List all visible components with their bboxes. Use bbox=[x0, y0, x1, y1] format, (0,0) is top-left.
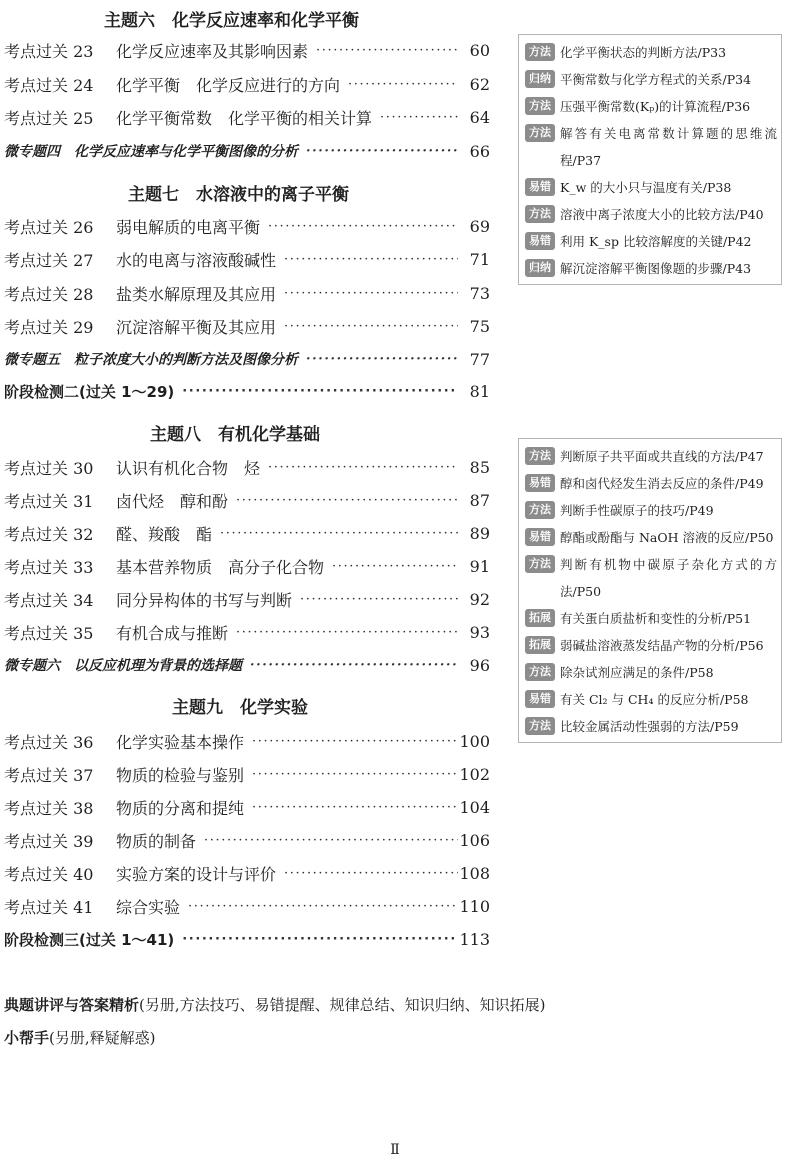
toc-entry[interactable] bbox=[4, 38, 490, 62]
tip-text: 解沉淀溶解平衡图像题的步骤/P43 bbox=[560, 261, 752, 276]
tip-item bbox=[525, 66, 777, 93]
tip-item bbox=[525, 255, 777, 282]
entry-page: 69 bbox=[469, 216, 490, 236]
tip-tag: 归纳 bbox=[525, 259, 555, 277]
toc-entry-special[interactable] bbox=[4, 347, 490, 371]
entry-title: 醛、羧酸 酯 bbox=[116, 524, 213, 544]
tip-item bbox=[525, 686, 777, 713]
entry-code: 考点过关 41 bbox=[4, 897, 94, 917]
entry-title: 化学反应速率及其影响因素 bbox=[116, 41, 309, 61]
entry-page: 89 bbox=[469, 523, 490, 543]
entry-page: 85 bbox=[469, 457, 490, 477]
entry-code: 考点过关 29 bbox=[4, 317, 94, 337]
tip-tag: 拓展 bbox=[525, 609, 555, 627]
tip-text: 溶液中离子浓度大小的比较方法/P40 bbox=[560, 207, 764, 222]
tip-item bbox=[525, 228, 777, 255]
leader-dots bbox=[182, 932, 458, 947]
tip-tag: 易错 bbox=[525, 528, 555, 546]
entry-title: 基本营养物质 高分子化合物 bbox=[116, 557, 325, 577]
tip-text: 判断有机物中碳原子杂化方式的方法/P50 bbox=[560, 557, 777, 599]
entry-code: 考点过关 35 bbox=[4, 623, 94, 643]
tip-item bbox=[525, 551, 777, 605]
entry-code: 考点过关 27 bbox=[4, 250, 94, 270]
tip-tag: 易错 bbox=[525, 232, 555, 250]
leader-dots bbox=[220, 526, 458, 541]
entry-page: 104 bbox=[459, 797, 490, 817]
entry-title: 实验方案的设计与评价 bbox=[116, 864, 277, 884]
entry-title: 阶段检测三(过关 1～41) bbox=[4, 930, 175, 949]
entry-code: 考点过关 31 bbox=[4, 491, 94, 511]
leader-dots bbox=[268, 460, 458, 475]
tip-text: 压强平衡常数(Kₚ)的计算流程/P36 bbox=[560, 99, 751, 114]
toc-entry-special[interactable] bbox=[4, 653, 490, 677]
toc-entry[interactable] bbox=[4, 72, 490, 96]
entry-page: 81 bbox=[469, 381, 490, 401]
tip-text: 有关 Cl₂ 与 CH₄ 的反应分析/P58 bbox=[560, 692, 749, 707]
tip-item bbox=[525, 93, 777, 120]
entry-code: 考点过关 30 bbox=[4, 458, 94, 478]
tip-text: 判断手性碳原子的技巧/P49 bbox=[560, 503, 714, 518]
entry-title: 微专题五 粒子浓度大小的判断方法及图像分析 bbox=[4, 352, 298, 368]
entry-title: 化学平衡 化学反应进行的方向 bbox=[116, 75, 341, 95]
helper-booklet-note: (另册,释疑解惑) bbox=[49, 1029, 156, 1047]
entry-page: 92 bbox=[469, 589, 490, 609]
entry-title: 物质的分离和提纯 bbox=[116, 798, 245, 818]
entry-page: 96 bbox=[469, 655, 490, 675]
tip-tag: 归纳 bbox=[525, 70, 555, 88]
entry-title: 化学平衡常数 化学平衡的相关计算 bbox=[116, 108, 373, 128]
tip-tag: 方法 bbox=[525, 501, 555, 519]
entry-title: 物质的制备 bbox=[116, 831, 197, 851]
topic-heading-7: 主题七 水溶液中的离子平衡 bbox=[128, 185, 349, 205]
toc-entry[interactable] bbox=[4, 105, 490, 129]
toc-entry[interactable] bbox=[4, 795, 490, 819]
entry-title: 综合实验 bbox=[116, 897, 181, 917]
tip-tag: 拓展 bbox=[525, 636, 555, 654]
tip-text: 弱碱盐溶液蒸发结晶产物的分析/P56 bbox=[560, 638, 764, 653]
answers-booklet-note: (另册,方法技巧、易错提醒、规律总结、知识归纳、知识拓展) bbox=[139, 996, 546, 1014]
tip-item bbox=[525, 632, 777, 659]
entry-title: 物质的检验与鉴别 bbox=[116, 765, 245, 785]
entry-page: 113 bbox=[459, 929, 490, 949]
tip-tag: 方法 bbox=[525, 97, 555, 115]
entry-page: 64 bbox=[469, 107, 490, 127]
leader-dots bbox=[236, 493, 458, 508]
leader-dots bbox=[332, 559, 458, 574]
entry-title: 水的电离与溶液酸碱性 bbox=[116, 250, 277, 270]
toc-entry[interactable] bbox=[4, 247, 490, 271]
tip-item bbox=[525, 605, 777, 632]
leader-dots bbox=[268, 219, 458, 234]
tip-item bbox=[525, 39, 777, 66]
entry-title: 阶段检测二(过关 1～29) bbox=[4, 382, 175, 401]
toc-entry[interactable] bbox=[4, 455, 490, 479]
entry-title: 认识有机化合物 烃 bbox=[116, 458, 261, 478]
tip-tag: 方法 bbox=[525, 205, 555, 223]
leader-dots bbox=[284, 866, 458, 881]
leader-dots bbox=[380, 110, 458, 125]
answers-booklet-title: 典题讲评与答案精析 bbox=[4, 996, 140, 1014]
leader-dots bbox=[284, 252, 458, 267]
entry-page: 73 bbox=[469, 283, 490, 303]
tip-text: K_w 的大小只与温度有关/P38 bbox=[560, 180, 732, 195]
leader-dots bbox=[182, 384, 458, 399]
tip-text: 平衡常数与化学方程式的关系/P34 bbox=[560, 72, 752, 87]
topic-heading-8: 主题八 有机化学基础 bbox=[150, 425, 320, 445]
tip-tag: 方法 bbox=[525, 124, 555, 142]
entry-code: 考点过关 39 bbox=[4, 831, 94, 851]
tips-panel-organic bbox=[518, 438, 782, 743]
tip-tag: 方法 bbox=[525, 447, 555, 465]
toc-entry[interactable] bbox=[4, 894, 490, 918]
leader-dots bbox=[284, 319, 458, 334]
tip-item bbox=[525, 174, 777, 201]
leader-dots bbox=[204, 833, 458, 848]
topic-heading-9: 主题九 化学实验 bbox=[172, 698, 308, 718]
entry-page: 110 bbox=[459, 896, 490, 916]
tip-text: 利用 K_sp 比较溶解度的关键/P42 bbox=[560, 234, 752, 249]
entry-page: 108 bbox=[459, 863, 490, 883]
entry-title: 同分异构体的书写与判断 bbox=[116, 590, 293, 610]
toc-entry-special[interactable] bbox=[4, 139, 490, 163]
toc-entry[interactable] bbox=[4, 828, 490, 852]
entry-code: 考点过关 40 bbox=[4, 864, 94, 884]
entry-page: 100 bbox=[459, 731, 490, 751]
tip-item bbox=[525, 470, 777, 497]
entry-code: 考点过关 34 bbox=[4, 590, 94, 610]
tip-tag: 易错 bbox=[525, 474, 555, 492]
tip-item bbox=[525, 659, 777, 686]
tip-text: 除杂试剂应满足的条件/P58 bbox=[560, 665, 714, 680]
tip-text: 醇和卤代烃发生消去反应的条件/P49 bbox=[560, 476, 764, 491]
tip-text: 有关蛋白质盐析和变性的分析/P51 bbox=[560, 611, 752, 626]
tip-text: 化学平衡状态的判断方法/P33 bbox=[560, 45, 727, 60]
tip-text: 醇酯或酚酯与 NaOH 溶液的反应/P50 bbox=[560, 530, 774, 545]
entry-code: 考点过关 37 bbox=[4, 765, 94, 785]
entry-page: 75 bbox=[469, 316, 490, 336]
entry-page: 77 bbox=[469, 349, 490, 369]
entry-code: 考点过关 26 bbox=[4, 217, 94, 237]
leader-dots bbox=[306, 352, 458, 367]
entry-code: 考点过关 38 bbox=[4, 798, 94, 818]
tip-tag: 方法 bbox=[525, 555, 555, 573]
toc-entry-stage-test[interactable] bbox=[4, 379, 490, 403]
entry-page: 87 bbox=[469, 490, 490, 510]
toc-entry[interactable] bbox=[4, 620, 490, 644]
entry-code: 考点过关 36 bbox=[4, 732, 94, 752]
tip-tag: 方法 bbox=[525, 717, 555, 735]
toc-entry[interactable] bbox=[4, 861, 490, 885]
entry-title: 沉淀溶解平衡及其应用 bbox=[116, 317, 277, 337]
leader-dots bbox=[252, 734, 458, 749]
toc-entry[interactable] bbox=[4, 488, 490, 512]
tip-item bbox=[525, 524, 777, 551]
entry-code: 考点过关 33 bbox=[4, 557, 94, 577]
helper-booklet-title: 小帮手 bbox=[4, 1029, 50, 1047]
entry-code: 考点过关 24 bbox=[4, 75, 94, 95]
toc-entry[interactable] bbox=[4, 587, 490, 611]
entry-title: 微专题四 化学反应速率与化学平衡图像的分析 bbox=[4, 144, 298, 160]
entry-code: 考点过关 32 bbox=[4, 524, 94, 544]
topic-heading-6: 主题六 化学反应速率和化学平衡 bbox=[104, 11, 359, 31]
leader-dots bbox=[306, 144, 458, 159]
tip-text: 解答有关电离常数计算题的思维流程/P37 bbox=[560, 126, 777, 168]
toc-entry[interactable] bbox=[4, 314, 490, 338]
entry-title: 有机合成与推断 bbox=[116, 623, 229, 643]
toc-entry[interactable] bbox=[4, 521, 490, 545]
leader-dots bbox=[188, 899, 458, 914]
toc-entry[interactable] bbox=[4, 214, 490, 238]
leader-dots bbox=[236, 625, 458, 640]
leader-dots bbox=[250, 658, 458, 673]
toc-entry[interactable] bbox=[4, 281, 490, 305]
tips-panel-equilibrium bbox=[518, 34, 782, 285]
entry-code: 考点过关 25 bbox=[4, 108, 94, 128]
leader-dots bbox=[252, 767, 458, 782]
tip-item bbox=[525, 120, 777, 174]
entry-code: 考点过关 28 bbox=[4, 284, 94, 304]
entry-title: 卤代烃 醇和酚 bbox=[116, 491, 229, 511]
helper-booklet-line bbox=[4, 1027, 156, 1048]
entry-page: 62 bbox=[469, 74, 490, 94]
entry-page: 66 bbox=[469, 141, 490, 161]
tip-item bbox=[525, 201, 777, 228]
tip-text: 比较金属活动性强弱的方法/P59 bbox=[560, 719, 739, 734]
tip-tag: 方法 bbox=[525, 663, 555, 681]
tip-tag: 易错 bbox=[525, 178, 555, 196]
leader-dots bbox=[252, 800, 458, 815]
tip-item bbox=[525, 443, 777, 470]
entry-page: 91 bbox=[469, 556, 490, 576]
leader-dots bbox=[300, 592, 458, 607]
entry-page: 93 bbox=[469, 622, 490, 642]
entry-title: 盐类水解原理及其应用 bbox=[116, 284, 277, 304]
entry-page: 60 bbox=[469, 40, 490, 60]
tip-tag: 易错 bbox=[525, 690, 555, 708]
entry-page: 71 bbox=[469, 249, 490, 269]
entry-title: 微专题六 以反应机理为背景的选择题 bbox=[4, 658, 242, 674]
leader-dots bbox=[348, 77, 458, 92]
page-number: Ⅱ bbox=[390, 1142, 400, 1158]
entry-page: 102 bbox=[459, 764, 490, 784]
tip-item bbox=[525, 497, 777, 524]
tip-item bbox=[525, 713, 777, 740]
answers-booklet-line bbox=[4, 994, 546, 1015]
toc-entry[interactable] bbox=[4, 729, 490, 753]
leader-dots bbox=[316, 43, 458, 58]
leader-dots bbox=[284, 286, 458, 301]
tip-tag: 方法 bbox=[525, 43, 555, 61]
entry-code: 考点过关 23 bbox=[4, 41, 94, 61]
toc-entry-stage-test[interactable] bbox=[4, 927, 490, 951]
toc-entry[interactable] bbox=[4, 554, 490, 578]
entry-title: 弱电解质的电离平衡 bbox=[116, 217, 261, 237]
entry-title: 化学实验基本操作 bbox=[116, 732, 245, 752]
toc-entry[interactable] bbox=[4, 762, 490, 786]
entry-page: 106 bbox=[459, 830, 490, 850]
tip-text: 判断原子共平面或共直线的方法/P47 bbox=[560, 449, 764, 464]
